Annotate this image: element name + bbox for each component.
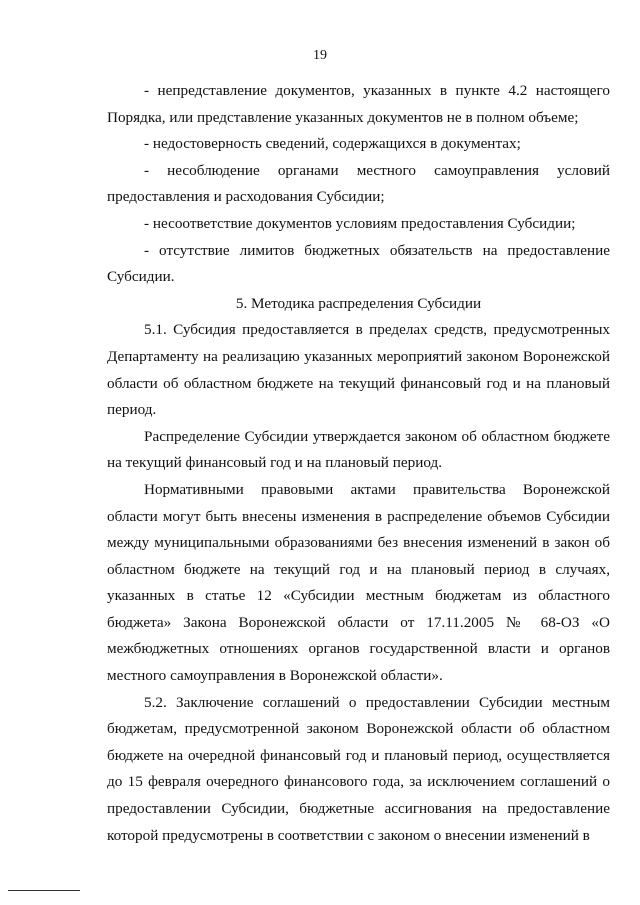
- document-body: [107, 78, 610, 849]
- list-item-non-compliance: - несоблюдение органами местного самоуправления условий предоставления и расходования Субсидии;: [107, 161, 610, 206]
- footer-divider: [8, 890, 80, 891]
- list-item-unreliable-info: - недостоверность сведений, содержащихся в документах;: [144, 135, 521, 153]
- section-paragraph-5-1: 5.1. Субсидия предоставляется в пределах средств, предусмотренных Департаменту на реализацию указанных мероприятий законом Воронежской области об областном бюджете на текущий финансовый год и на плановый период.: [107, 321, 610, 419]
- list-item-document-mismatch: - несоответствие документов условиям предоставления Субсидии;: [144, 214, 576, 232]
- section-paragraph-normative-acts: Нормативными правовыми актами правительства Воронежской области могут быть внесены изменения в распределение объемов Субсидии между муниципальными образованиями без внесения изменений в закон об областном бюджете на текущий год и на плановый период в случаях, указанных в статье 12 «Субсидии местным бюджетам из областного бюджета» Закона Воронежской области от 17.11.2005 № 68-ОЗ «О межбюджетных отношениях органов государственной власти и органов местного самоуправления в Воронежской области».: [107, 480, 610, 685]
- list-item-no-limits: - отсутствие лимитов бюджетных обязательств на предоставление Субсидии.: [107, 241, 610, 286]
- list-item-non-submission: - непредставление документов, указанных в пункте 4.2 настоящего Порядка, или представление указанных документов не в полном объеме;: [107, 82, 610, 126]
- section-paragraph-distribution: Распределение Субсидии утверждается законом об областном бюджете на текущий финансовый год и на плановый период.: [107, 427, 610, 472]
- page-number: 19: [313, 48, 327, 63]
- section-heading: 5. Методика распределения Субсидии: [235, 294, 482, 312]
- section-paragraph-5-2: 5.2. Заключение соглашений о предоставлении Субсидии местным бюджетам, предусмотренной законом Воронежской области об областном бюджете на очередной финансовый год и плановый период, осуществляется до 15 февраля очередного финансового года, за исключением соглашений о предоставлении Субсидии, бюджетные ассигнования на предоставление которой предусмотрены в соответствии с законом о внесении изменений в: [107, 693, 610, 844]
